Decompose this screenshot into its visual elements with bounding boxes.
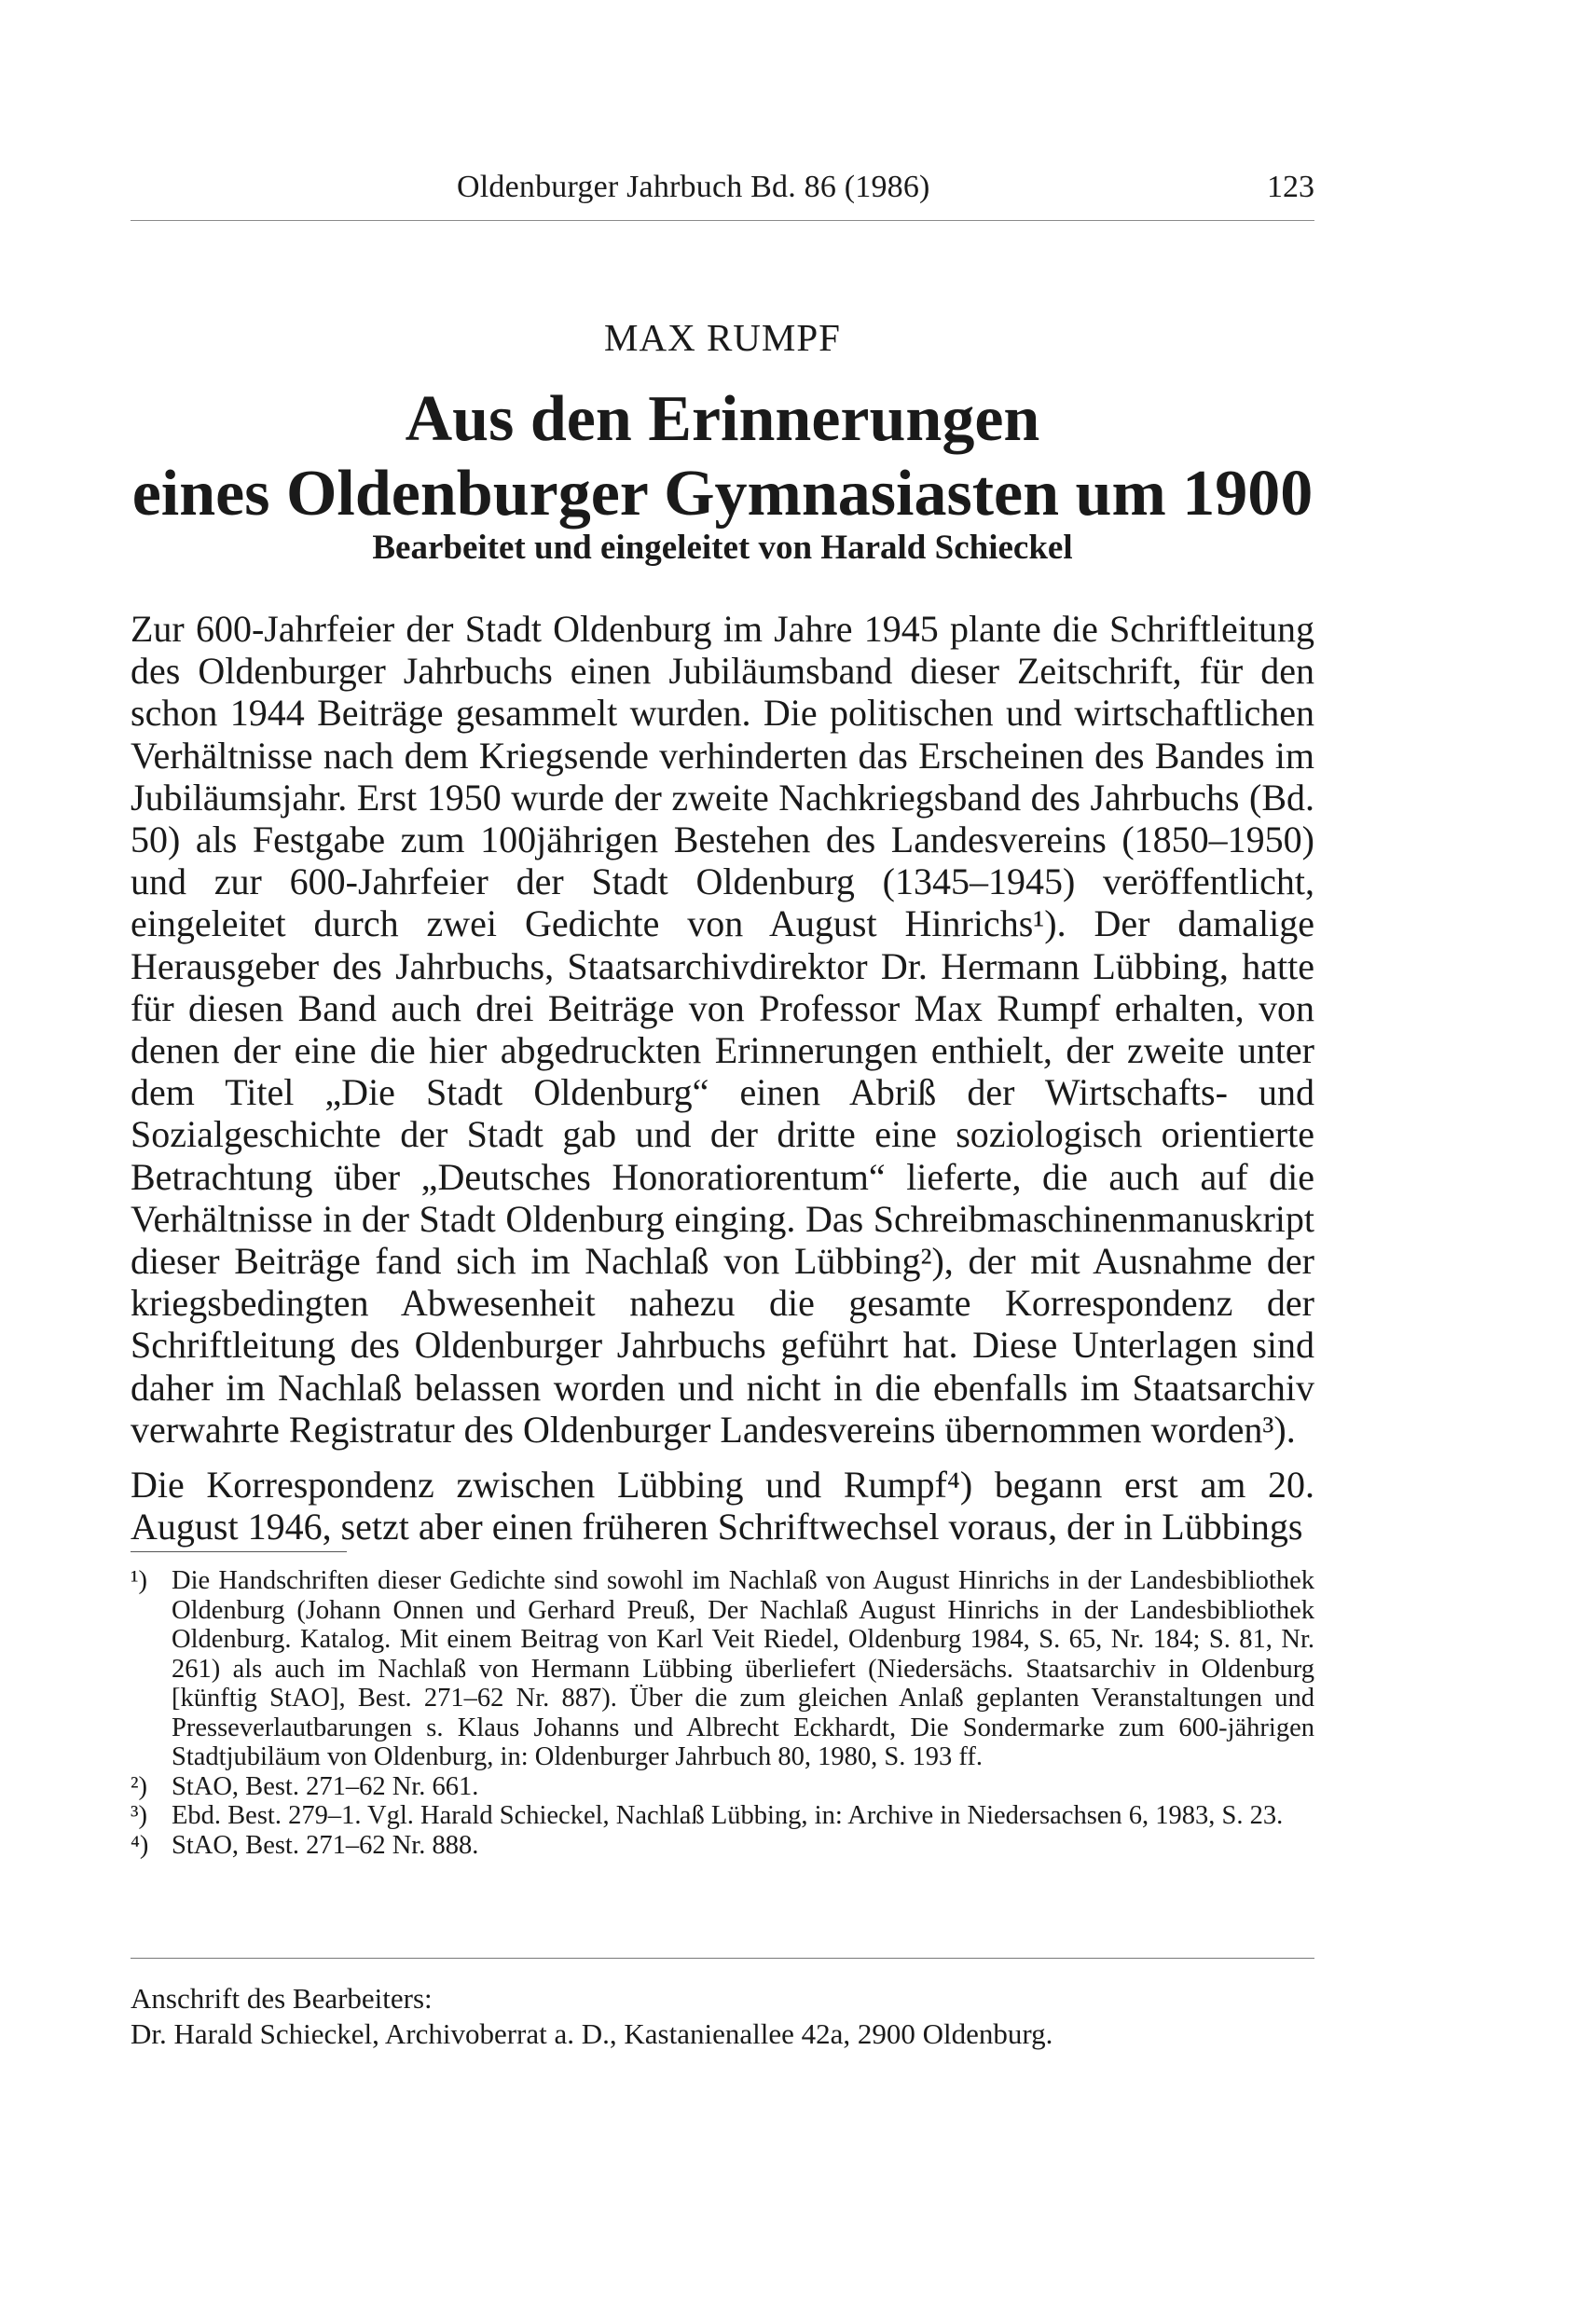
header-divider: [131, 220, 1314, 221]
footnote-text: StAO, Best. 271–62 Nr. 661.: [172, 1771, 479, 1801]
document-page: [131, 0, 1314, 2312]
footnotes: [131, 1566, 1314, 1860]
page-number: 123: [1267, 170, 1314, 204]
footnote-1: [131, 1566, 1314, 1772]
journal-title: Oldenburger Jahrbuch Bd. 86 (1986): [457, 170, 930, 204]
footnote-mark: ²): [131, 1771, 148, 1801]
footnote-text: Die Handschriften dieser Gedichte sind sowohl im Nachlaß von August Hinrichs in der Landesbibliothek Oldenburg (Johann Onnen und Gerhard Preuß, Der Nachlaß August Hinrichs in der Landesbibliothek Oldenburg. Katalog. Mit einem Beitrag von Karl Veit Riedel, Oldenburg 1984, S. 65, Nr. 184; S. 81, Nr. 261) als auch im Nachlaß von Hermann Lübbing überliefert (Niedersächs. Staatsarchiv in Oldenburg [künftig StAO], Best. 271–62 Nr. 887). Über die zum gleichen Anlaß geplanten Veranstaltungen und Presseverlautbarungen s. Klaus Johanns und Albrecht Eckhardt, Die Sondermarke zum 600-jährigen Stadtjubiläum von Oldenburg, in: Oldenburger Jahrbuch 80, 1980, S. 193 ff.: [172, 1566, 1314, 1771]
address-divider: [131, 1958, 1314, 1959]
title-line-2: eines Oldenburger Gymnasiasten um 1900: [131, 458, 1314, 530]
article-subtitle: Bearbeitet und eingeleitet von Harald Schieckel: [372, 529, 1073, 567]
footnote-text: StAO, Best. 271–62 Nr. 888.: [172, 1830, 479, 1860]
footnote-2: [131, 1772, 1314, 1802]
address-label: Anschrift des Bearbeiters:: [131, 1982, 433, 2015]
footnote-divider: [131, 1551, 347, 1552]
title-line-1: Aus den Erinnerungen: [405, 383, 1040, 455]
editor-address: [131, 1981, 1314, 2052]
footnote-4: [131, 1831, 1314, 1861]
body-text: [131, 608, 1314, 1561]
body-paragraph-2: Die Korrespondenz zwischen Lübbing und Rumpf⁴) begann erst am 20. August 1946, setzt aber einen früheren Schriftwechsel voraus, der in Lübbings: [131, 1464, 1314, 1548]
running-head: [131, 170, 1314, 216]
footnote-mark: ³): [131, 1801, 148, 1830]
footnote-mark: ⁴): [131, 1830, 149, 1860]
article-title: [131, 382, 1314, 531]
footnote-mark: ¹): [131, 1566, 148, 1595]
footnote-text: Ebd. Best. 279–1. Vgl. Harald Schieckel, Nachlaß Lübbing, in: Archive in Niedersachsen 6, 1983, S. 23.: [172, 1801, 1284, 1830]
author-name: MAX RUMPF: [604, 316, 841, 359]
address-line: Dr. Harald Schieckel, Archivoberrat a. D., Kastanienallee 42a, 2900 Oldenburg.: [131, 2017, 1053, 2050]
footnote-3: [131, 1801, 1314, 1831]
body-paragraph-1: Zur 600-Jahrfeier der Stadt Oldenburg im Jahre 1945 plante die Schriftleitung des Oldenburger Jahrbuchs einen Jubiläumsband dieser Zeitschrift, für den schon 1944 Beiträge gesammelt wurden. Die politischen und wirtschaftlichen Verhältnisse nach dem Kriegsende verhinderten das Erscheinen des Bandes im Jubiläumsjahr. Erst 1950 wurde der zweite Nachkriegsband des Jahrbuchs (Bd. 50) als Festgabe zum 100jährigen Bestehen des Landesvereins (1850–1950) und zur 600-Jahrfeier der Stadt Oldenburg (1345–1945) veröffentlicht, eingeleitet durch zwei Gedichte von August Hinrichs¹). Der damalige Herausgeber des Jahrbuchs, Staatsarchivdirektor Dr. Hermann Lübbing, hatte für diesen Band auch drei Beiträge von Professor Max Rumpf erhalten, von denen der eine die hier abgedruckten Erinnerungen enthielt, der zweite unter dem Titel „Die Stadt Oldenburg“ einen Abriß der Wirtschafts- und Sozialgeschichte der Stadt gab und der dritte eine soziologisch orientierte Betrachtung über „Deutsches Honoratiorentum“ lieferte, die auch auf die Verhältnisse in der Stadt Oldenburg einging. Das Schreibmaschinenmanuskript dieser Beiträge fand sich im Nachlaß von Lübbing²), der mit Ausnahme der kriegsbedingten Abwesenheit nahezu die gesamte Korrespondenz der Schriftleitung des Oldenburger Jahrbuchs geführt hat. Diese Unterlagen sind daher im Nachlaß belassen worden und nicht in die ebenfalls im Staatsarchiv verwahrte Registratur des Oldenburger Landesvereins übernommen worden³).: [131, 608, 1314, 1451]
